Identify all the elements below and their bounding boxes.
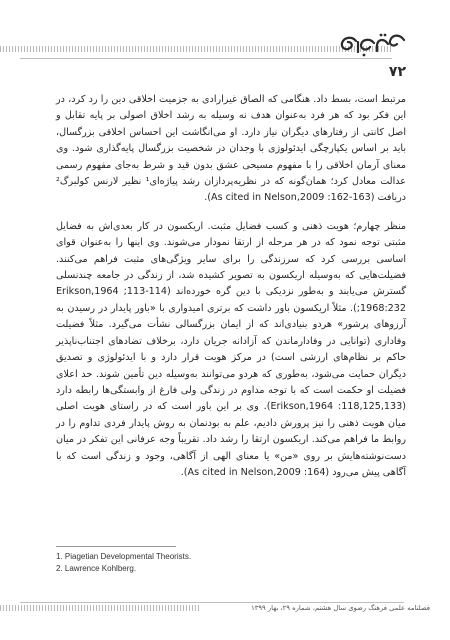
page-number: ۷۲: [388, 64, 406, 80]
article-body: [56, 92, 406, 493]
footnotes: [56, 551, 191, 574]
paragraph: منظر چهارم؛ هویت ذهنی و کسب فضایل مثبت. اریکسون در کار بعدی‌اش به فضایل مثبتی توجه نمود که در هر مرحله از ارتقا نمودار می‌شوند. وی اینها را به‌عنوان قوای اساسی بررسی کرد که سرزندگی را برای سایر ویژگی‌های مثبت فراهم می‌کنند. فضیلت‌هایی که به‌وسیله اریکسون به تصویر کشیده شد، از زندگی در جامعه چندنسلی گسترش می‌یابند و به‌طور نزدیکی با دین گره خورده‌اند (Erikson,1964 ;113-114 ;1968:232). مثلاً اریکسون باور داشت که برتری امیدواری با «باور پایدار در رسیدن به آرزوهای پرشور» هردو بنیادی‌اند که از ایمان بزرگسالی نشأت می‌گیرد. مثلاً فضیلت وفاداری (توانایی در وفادارماندن که آزادانه جریان دارد، برخلاف تضادهای اجتناب‌ناپذیر حاکم بر نظام‌های ارزشی است) در مرکز هویت قرار دارد و با ایدئولوژی و تصدیق دیگران حمایت می‌شود، به‌طوری که هردو می‌توانند به‌وسیله دین تأمین شوند. حد اعلای فضیلت او حکمت است که با توجه مداوم در زندگی ولی فارغ از وابستگی‌ها رابطه دارد (Erikson,1964 :118,125,133). وی بر این باور است که در راستای هویت اصلی میان هویت ذهنی را نیز پرورش دادیم، علم به بودنمان به روش پایدار فردی تداوم را در روابط ما فراهم می‌کند. اریکسون ارتقا را رشد داد. تقریباً وجه عرفانی این تفکر در میان دست‌نوشته‌هایش بر روی «من» یا معنای الهی از آگاهی، وجود و زندگی است که با آگاهی پیش می‌رود (As cited in Nelson,2009 :164).: [56, 220, 406, 478]
paragraph: مرتبط است، بسط داد. هنگامی که الصاق غیرارادی به جزمیت اخلاقی دین را رد کرد، در این فکر بود که هر فرد به‌عنوان هدف نه وسیله به رشد اخلاق اصولی بر پایه تقابل و اصل کانتی از رفتارهای دیگران نیاز دارد. او می‌انگاشت این احساس اخلاقی بزرگسال، باید بر اساس یکپارچگی ایدئولوژی با وجدان در شخصیت بزرگسال پایه‌گذاری شود. وی معنای آرمان اخلاقی را با مفهوم مسیحی عشق بدون قید و شرط به‌جای مفهوم رسمی عدالت معادل کرد؛ همان‌گونه که در نظریه‌پردازان رشد پیاژه‌ای¹ نظیر لارنس کولبرگ² دریافت (As cited in Nelson,2009 :162-163).: [56, 94, 407, 204]
footer-rule: [20, 602, 404, 603]
journal-footer: فصلنامه علمی فرهنگ رضوی سال هشتم، شماره ۲۹، بهار ۱۳۹۹: [251, 604, 430, 612]
journal-logo: [334, 30, 410, 60]
footer-decorative-band: [0, 605, 200, 611]
footnote-item: 2. Lawrence Kohlberg.: [56, 563, 137, 573]
footnote-separator: [56, 546, 176, 547]
footnote-item: 1. Piagetian Developmental Theorists.: [56, 552, 192, 561]
